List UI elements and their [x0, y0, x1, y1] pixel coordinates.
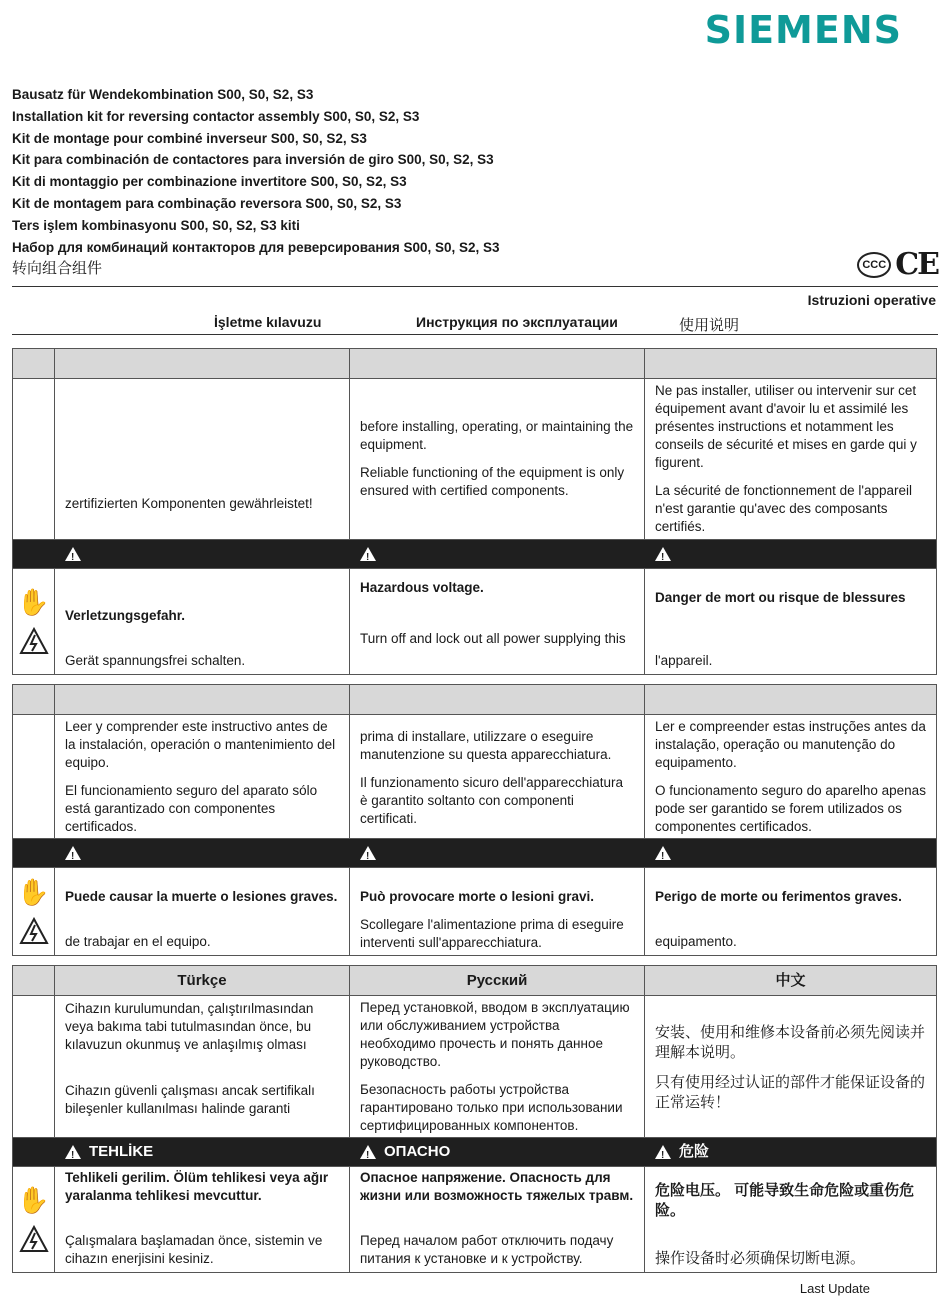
- hazard-text: equipamento.: [655, 934, 737, 949]
- warning-bar: [13, 539, 936, 568]
- instructions-row: [13, 714, 936, 838]
- last-update-label: Last Update: [799, 1281, 870, 1296]
- warning-triangle-icon: [360, 547, 376, 561]
- instruction-text: El funcionamiento seguro del aparato sólo está garantizado con componentes certificados.: [65, 782, 318, 834]
- instruction-text: 只有使用经过认证的部件才能保证设备的正常运转！: [655, 1072, 926, 1111]
- high-voltage-warning-icon: [19, 1225, 49, 1253]
- hazard-text: Gerät spannungsfrei schalten.: [65, 653, 246, 668]
- instruction-text: Cihazın kurulumundan, çalıştırılmasından veya bakıma tabi tutulmasından önce, bu kılavuzun okunmuş ve anlaşılmış olması: [65, 1001, 314, 1052]
- operating-instructions-tr: İşletme kılavuzu: [214, 314, 322, 330]
- warning-bar: [13, 838, 936, 867]
- hazard-text: de trabajar en el equipo.: [65, 934, 211, 949]
- warning-label: ОПАСНО: [384, 1143, 451, 1160]
- instruction-text: Безопасность работы устройства гарантировано только при использовании сертифицированных компонентов.: [360, 1081, 623, 1133]
- warning-triangle-icon: [360, 846, 376, 860]
- divider: [12, 286, 938, 287]
- language-header: [54, 685, 349, 714]
- hazard-row: [13, 867, 936, 955]
- hazard-title: 危险电压。 可能导致生命危险或重伤危险。: [655, 1182, 915, 1219]
- title-de: Bausatz für Wendekombination S00, S0, S2, S3: [12, 87, 314, 102]
- hazard-title: Опасное напряжение. Опасность для жизни или возможность тяжелых травм.: [360, 1170, 634, 1203]
- instruction-text: prima di installare, utilizzare o eseguire manutenzione su questa apparecchiatura.: [360, 729, 612, 762]
- language-header: [54, 349, 349, 378]
- hazard-row: [13, 1166, 936, 1272]
- hazard-text: 操作设备时必须确保切断电源。: [655, 1249, 866, 1267]
- hazard-text: Scollegare l'alimentazione prima di eseguire interventi sull'apparecchiatura.: [360, 917, 624, 950]
- hazard-title: Tehlikeli gerilim. Ölüm tehlikesi veya ağır yaralanma tehlikesi mevcuttur.: [65, 1170, 329, 1203]
- instruction-block-tr-ru-zh: [12, 965, 937, 1273]
- ccc-mark-icon: CCC: [857, 252, 891, 278]
- hazard-text: l'appareil.: [655, 653, 713, 668]
- language-header: [349, 685, 644, 714]
- language-header: [644, 685, 936, 714]
- instruction-text: Il funzionamento sicuro dell'apparecchiatura è garantito soltanto con componenti certificati.: [360, 775, 623, 826]
- instruction-text: Ler e compreender estas instruções antes da instalação, operação ou manutenção do equipamento.: [655, 718, 926, 770]
- language-header: [644, 349, 936, 378]
- instruction-text: Cihazın güvenli çalışması ancak sertifikalı bileşenler kullanılması halinde garanti: [65, 1083, 315, 1116]
- operating-instructions-ru: Инструкция по эксплуатации: [416, 314, 618, 330]
- warning-bar: [13, 1137, 936, 1166]
- title-zh: 转向组合组件: [12, 260, 103, 278]
- title-it: Kit di montaggio per combinazione invertitore S00, S0, S2, S3: [12, 174, 407, 190]
- warning-triangle-icon: [65, 1145, 81, 1159]
- language-header-row: [13, 349, 936, 378]
- electric-shock-hand-icon: ✋: [17, 586, 50, 617]
- hazard-title: Puede causar la muerte o lesiones graves.: [65, 889, 338, 904]
- siemens-logo: SIEMENS: [704, 8, 902, 52]
- hazard-title: Danger de mort ou risque de blessures: [655, 590, 906, 605]
- instruction-text: zertifizierten Komponenten gewährleistet!: [65, 496, 313, 511]
- language-header-row: [13, 685, 936, 714]
- warning-triangle-icon: [655, 1145, 671, 1159]
- warning-triangle-icon: [655, 846, 671, 860]
- electric-shock-hand-icon: ✋: [17, 1184, 50, 1215]
- ce-mark-icon: CE: [895, 247, 938, 282]
- language-header: [349, 349, 644, 378]
- instruction-text: Перед установкой, вводом в эксплуатацию или обслуживанием устройства необходимо прочесть и понять данное руководство.: [360, 999, 630, 1069]
- instruction-text: La sécurité de fonctionnement de l'appareil n'est garantie qu'avec des composants certifiés.: [655, 483, 912, 534]
- hazard-row: [13, 568, 936, 674]
- instruction-text: Reliable functioning of the equipment is only ensured with certified components.: [360, 465, 625, 498]
- warning-label: TEHLİKE: [89, 1143, 154, 1160]
- high-voltage-warning-icon: [19, 627, 49, 655]
- electric-shock-hand-icon: ✋: [17, 876, 50, 907]
- language-header-ru: Русский: [349, 966, 644, 995]
- high-voltage-warning-icon: [19, 917, 49, 945]
- certification-marks: [857, 247, 938, 282]
- title-fr: Kit de montage pour combiné inverseur S00, S0, S2, S3: [12, 130, 367, 146]
- instruction-text: O funcionamento seguro do aparelho apenas pode ser garantido se forem utilizados os componentes certificados.: [655, 782, 926, 834]
- instruction-block-es-it-pt: [12, 684, 937, 956]
- hazard-text: Перед началом работ отключить подачу питания к установке и к устройству.: [360, 1233, 614, 1266]
- title-en: Installation kit for reversing contactor assembly S00, S0, S2, S3: [12, 108, 420, 124]
- hazard-title: Verletzungsgefahr.: [65, 608, 186, 623]
- hazard-text: Turn off and lock out all power supplying this: [360, 631, 626, 646]
- warning-label: 危险: [679, 1143, 710, 1160]
- language-header-zh: 中文: [644, 966, 936, 995]
- title-tr: Ters işlem kombinasyonu S00, S0, S2, S3 kiti: [12, 217, 300, 233]
- hazard-title: Hazardous voltage.: [360, 580, 484, 595]
- hazard-text: Çalışmalara başlamadan önce, sistemin ve cihazın enerjisini kesiniz.: [65, 1233, 323, 1266]
- hazard-title: Perigo de morte ou ferimentos graves.: [655, 889, 902, 904]
- operating-instructions-it: Istruzioni operative: [807, 292, 936, 308]
- instructions-row: [13, 995, 936, 1137]
- instruction-text: before installing, operating, or maintaining the equipment.: [360, 419, 634, 452]
- language-header-row: [13, 966, 936, 995]
- warning-triangle-icon: [65, 846, 81, 860]
- document-titles: [12, 84, 500, 280]
- instruction-block-de-en-fr: [12, 348, 937, 675]
- instruction-text: Leer y comprender este instructivo antes de la instalación, operación o mantenimiento del equipo.: [65, 718, 336, 770]
- instruction-text: 安装、使用和维修本设备前必须先阅读并理解本说明。: [655, 1022, 926, 1061]
- title-pt: Kit de montagem para combinação reversora S00, S0, S2, S3: [12, 195, 402, 211]
- hazard-title: Può provocare morte o lesioni gravi.: [360, 889, 595, 904]
- instructions-row: [13, 378, 936, 539]
- instruction-text: Ne pas installer, utiliser ou intervenir sur cet équipement avant d'avoir lu et assimilé les présentes instructions et notamment les conseils de sécurité et mises en garde qui y figurent.: [655, 383, 917, 470]
- warning-triangle-icon: [360, 1145, 376, 1159]
- operating-instructions-zh: 使用说明: [679, 317, 740, 334]
- title-es: Kit para combinación de contactores para inversión de giro S00, S0, S2, S3: [12, 152, 494, 168]
- warning-triangle-icon: [655, 547, 671, 561]
- title-ru: Набор для комбинаций контакторов для реверсирования S00, S0, S2, S3: [12, 239, 500, 255]
- warning-triangle-icon: [65, 547, 81, 561]
- divider: [12, 334, 938, 335]
- language-header-tr: Türkçe: [54, 966, 349, 995]
